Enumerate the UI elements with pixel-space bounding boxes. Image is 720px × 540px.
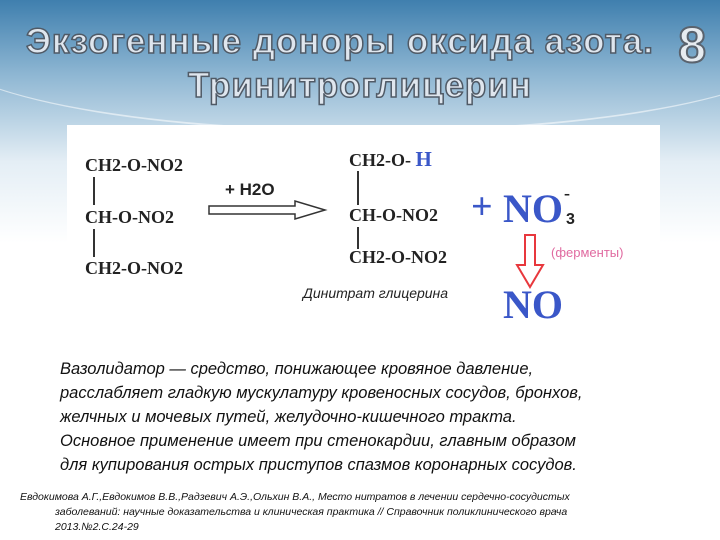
ion-subscript: 3 bbox=[566, 211, 575, 228]
reference-line: 2013.№2.С.24-29 bbox=[55, 521, 139, 533]
description-line: Вазолидатор — средство, понижающее кровяное давление, bbox=[60, 360, 534, 378]
reagent-water: + H2O bbox=[225, 180, 275, 199]
nitric-oxide: NO bbox=[503, 282, 563, 327]
reference-line: Евдокимова А.Г.,Евдокимов В.В.,Радзевич А.Э.,Ольхин В.А., Место нитратов в лечении сердечно-сосудистых bbox=[20, 491, 570, 503]
description-line: желчных и мочевых путей, желудочно-кишечного тракта. bbox=[60, 408, 517, 426]
description bbox=[60, 357, 710, 477]
product-row-3: CH2-O-NO2 bbox=[349, 247, 447, 267]
enzyme-label: (ферменты) bbox=[551, 245, 624, 260]
description-line: расслабляет гладкую мускулатуру кровеносных сосудов, бронхов, bbox=[60, 384, 583, 402]
reaction-arrow-icon bbox=[207, 199, 331, 221]
description-line: для купирования острых приступов спазмов коронарных сосудов. bbox=[60, 456, 577, 474]
reaction-scheme bbox=[67, 125, 660, 333]
product-bond-2 bbox=[357, 227, 359, 249]
slide-subtitle: Тринитроглицерин bbox=[188, 66, 532, 105]
reactant-row-1: CH2-O-NO2 bbox=[85, 155, 183, 175]
product-name: Динитрат глицерина bbox=[303, 285, 449, 301]
product-row-2: CH-O-NO2 bbox=[349, 205, 438, 225]
description-line: Основное применение имеет при стенокардии, главным образом bbox=[60, 432, 576, 450]
ion-plus: + bbox=[471, 186, 493, 228]
slide-title: Экзогенные доноры оксида азота. bbox=[26, 22, 654, 61]
nitrate-ion: NO bbox=[503, 186, 563, 231]
reactant-row-2: CH-O-NO2 bbox=[85, 207, 174, 227]
product-bond-1 bbox=[357, 171, 359, 205]
reactant-row-3: CH2-O-NO2 bbox=[85, 258, 183, 278]
reactant-bond-2 bbox=[93, 229, 95, 257]
reference bbox=[20, 490, 710, 535]
reference-line: заболеваний: научные доказательства и клиническая практика // Справочник поликлинического врача bbox=[55, 506, 568, 518]
ion-charge: - bbox=[564, 183, 570, 203]
product-h: H bbox=[415, 147, 432, 171]
reactant-bond-1 bbox=[93, 177, 95, 205]
slide-number: 8 bbox=[678, 17, 706, 73]
product-row-1: CH2-O- H bbox=[349, 147, 432, 171]
